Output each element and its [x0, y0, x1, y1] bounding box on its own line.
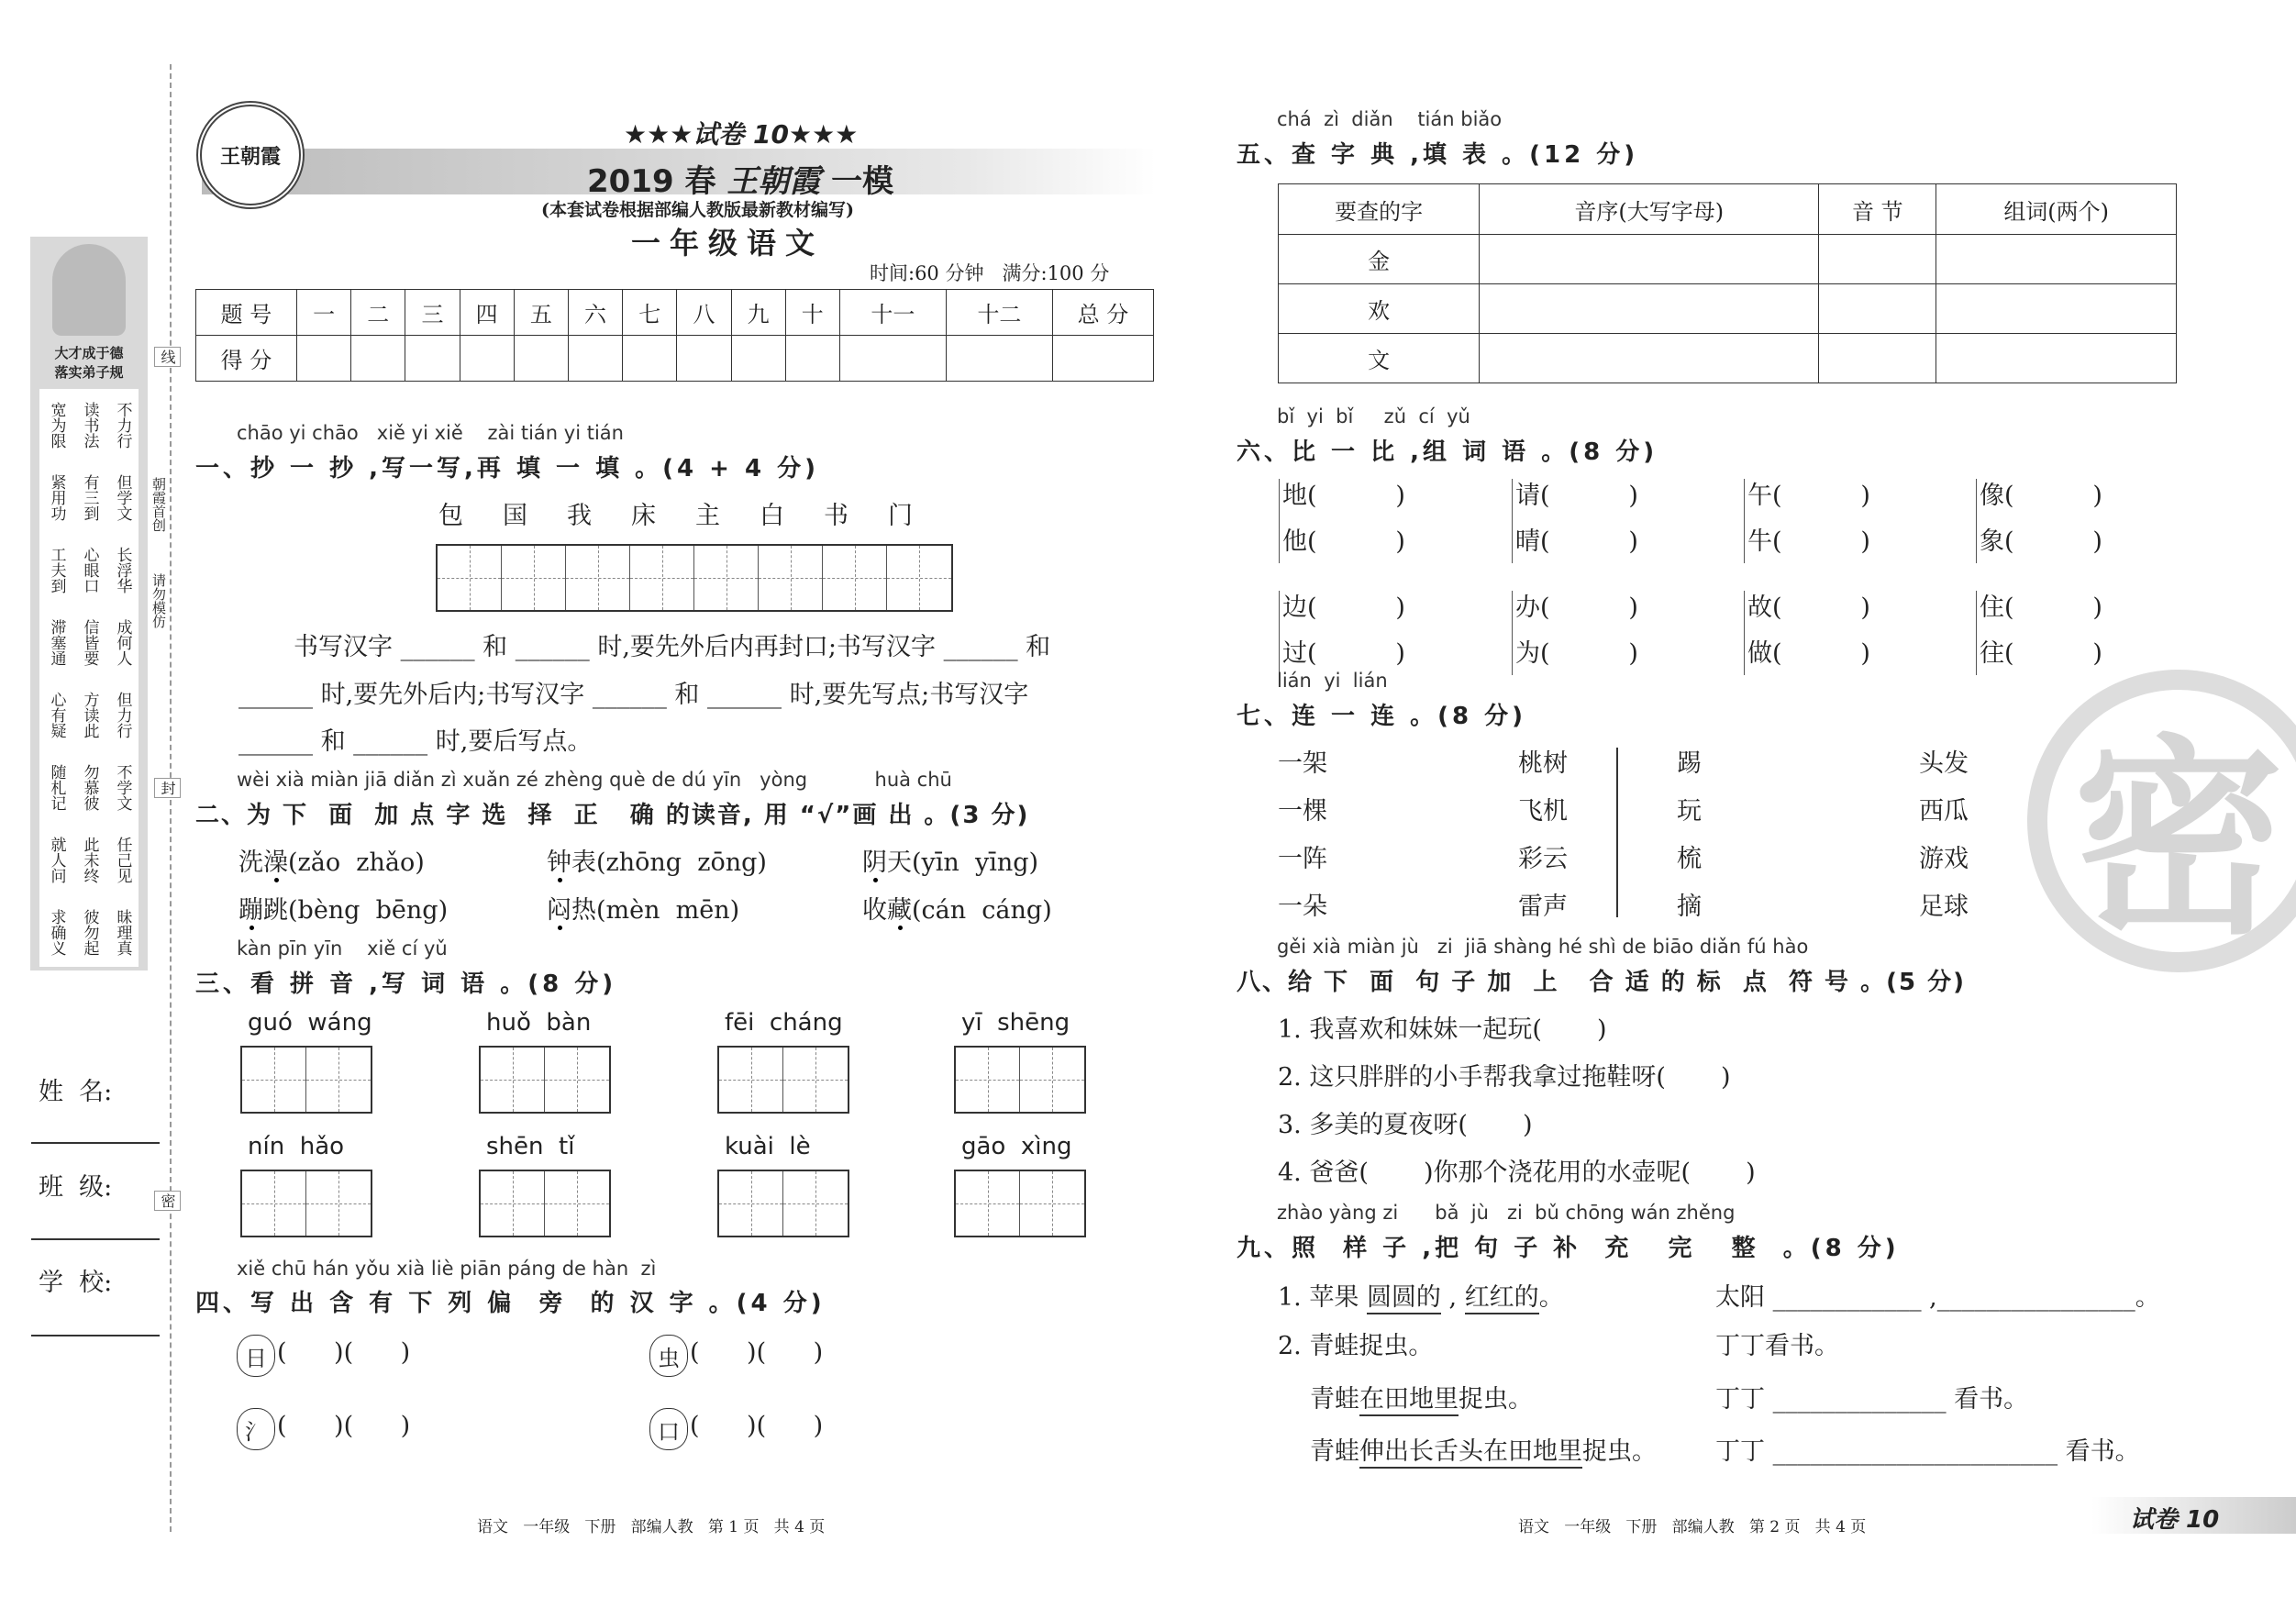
- title-year: 2019 春: [587, 163, 716, 200]
- q5-char: 欢: [1279, 284, 1480, 334]
- q7-item[interactable]: 一朵: [1278, 893, 1327, 921]
- q9-answer-2a: 丁丁看书。: [1715, 1332, 1839, 1360]
- q5-header: 音 节: [1819, 184, 1936, 235]
- q5-answer-cell[interactable]: [1819, 334, 1936, 383]
- writing-cell[interactable]: [694, 546, 759, 610]
- q2-item-3[interactable]: 阴天(yīn yīng): [862, 848, 1039, 877]
- q3-pinyin-word: kuài lè: [725, 1133, 811, 1160]
- q3-writing-box[interactable]: [240, 1170, 372, 1237]
- q5-answer-cell[interactable]: [1936, 334, 2177, 383]
- brand-logo: [196, 101, 305, 209]
- notice-1: 朝霞首创: [150, 477, 167, 532]
- writing-cell[interactable]: [783, 1171, 848, 1236]
- writing-cell[interactable]: [481, 1171, 545, 1236]
- q9-example-2b: 青蛙在田地里捉虫。: [1310, 1379, 1533, 1416]
- fold-line: [170, 64, 172, 1532]
- poem-line: 不力行: [113, 402, 132, 449]
- poem-line: 但力行: [113, 692, 132, 738]
- q6-word[interactable]: 他( ): [1282, 527, 1405, 556]
- score-header-cell: 五: [514, 290, 568, 336]
- score-cell[interactable]: [946, 336, 1052, 382]
- score-cell[interactable]: [405, 336, 460, 382]
- q5-char: 文: [1279, 334, 1480, 383]
- q6-word[interactable]: 请( ): [1515, 482, 1638, 510]
- writing-cell[interactable]: [887, 546, 951, 610]
- subtitle: (本套试卷根据部编人教版最新教材编写): [541, 200, 854, 220]
- score-header-cell: 十一: [839, 290, 946, 336]
- q5-header: 组词(两个): [1936, 184, 2177, 235]
- q1-char: 书: [824, 502, 849, 530]
- q1-char: 主: [695, 502, 720, 530]
- q6-word[interactable]: 办( ): [1515, 593, 1638, 622]
- q6-word[interactable]: 午( ): [1747, 482, 1870, 510]
- q4-radical: 虫: [649, 1335, 688, 1377]
- poem-line: 不学文: [113, 764, 132, 811]
- writing-cell[interactable]: [502, 546, 566, 610]
- score-header-cell: 题 号: [196, 290, 297, 336]
- score-header-cell: 六: [568, 290, 622, 336]
- score-table: [195, 289, 1154, 382]
- q7-item[interactable]: 桃树: [1518, 749, 1568, 778]
- score-cell[interactable]: [351, 336, 405, 382]
- q5-answer-cell[interactable]: [1936, 235, 2177, 284]
- q7-pinyin: lián yi lián: [1277, 670, 1388, 692]
- q6-title: 六、比 一 比 ,组 词 语 。(8 分): [1237, 438, 1658, 466]
- q2-item-5[interactable]: 闷热(mèn mēn): [547, 896, 740, 925]
- q3-pinyin-word: nín hǎo: [248, 1133, 345, 1160]
- score-header-cell: 八: [677, 290, 731, 336]
- q7-item[interactable]: 彩云: [1518, 845, 1568, 873]
- poem-line: 长浮华: [113, 547, 132, 593]
- poem-line: 此未终: [80, 837, 99, 883]
- q3-pinyin-word: fēi cháng: [725, 1009, 843, 1037]
- q6-word[interactable]: 像( ): [1980, 482, 2102, 510]
- q2-item-6[interactable]: 收藏(cán cáng): [862, 896, 1052, 925]
- q4-radical: 氵: [237, 1408, 275, 1450]
- q3-title: 三、看 拼 音 ,写 词 语 。(8 分): [195, 970, 617, 998]
- score-row-label: 得 分: [196, 336, 297, 382]
- name-label: 姓 名:: [39, 1078, 113, 1106]
- q5-header: 要查的字: [1279, 184, 1480, 235]
- writing-cell[interactable]: [783, 1048, 848, 1112]
- poem-line: 心眼口: [80, 547, 99, 593]
- q1-char: 门: [888, 502, 913, 530]
- poem-line: 方读此: [80, 692, 99, 738]
- q2-item-1[interactable]: 洗澡(zǎo zhǎo): [238, 848, 425, 877]
- q1-line3: ______ 和 ______ 时,要后写点。: [238, 727, 593, 756]
- q1-char: 白: [760, 502, 784, 530]
- poem-line: 但学文: [113, 474, 132, 521]
- score-cell[interactable]: [568, 336, 622, 382]
- q9-title: 九、照 样 子 ,把 句 子 补 充 完 整 。(8 分): [1237, 1235, 1900, 1262]
- q7-item[interactable]: 梳: [1677, 845, 1702, 873]
- exam-badge: ★★★试卷 10★★★: [624, 119, 859, 150]
- poem-grid: [39, 389, 139, 967]
- score-cell[interactable]: [623, 336, 677, 382]
- q6-word[interactable]: 故( ): [1747, 593, 1870, 622]
- q8-pinyin: gěi xià miàn jù zi jiā shàng hé shì de biāo diǎn fú hào: [1277, 936, 1809, 958]
- q6-word[interactable]: 牛( ): [1747, 527, 1870, 556]
- q9-pinyin: zhào yàng zi bǎ jù zi bǔ chōng wán zhěng: [1277, 1202, 1736, 1224]
- q3-writing-box[interactable]: [479, 1170, 611, 1237]
- score-cell[interactable]: [460, 336, 514, 382]
- stamp-text: 密: [2072, 717, 2284, 963]
- score-header-cell: 九: [731, 290, 785, 336]
- footer-right: 语文 一年级 下册 部编人教 第 2 页 共 4 页: [1518, 1518, 1867, 1536]
- q7-item[interactable]: 足球: [1919, 893, 1969, 921]
- poem-line: 随札记: [47, 764, 66, 811]
- notice-2: 请勿模仿: [150, 573, 167, 628]
- writing-cell[interactable]: [306, 1048, 371, 1112]
- q6-pinyin: bǐ yi bǐ zǔ cí yǔ: [1277, 405, 1470, 427]
- q6-bracket: [1744, 479, 1745, 563]
- q7-item[interactable]: 雷声: [1518, 893, 1568, 921]
- name-field[interactable]: [31, 1142, 160, 1144]
- score-header-cell: 三: [405, 290, 460, 336]
- motto-top: 大才成于德: [54, 345, 124, 361]
- secret-stamp: [2027, 670, 2296, 972]
- time-info: 时间:60 分钟 满分:100 分: [870, 262, 1110, 284]
- q9-example-1: 1. 苹果 圆圆的 , 红红的。: [1278, 1277, 1564, 1314]
- writing-cell[interactable]: [481, 1048, 545, 1112]
- q4-radical: 口: [649, 1408, 688, 1450]
- poem-line: 彼勿起: [80, 909, 99, 956]
- q6-bracket: [1279, 591, 1280, 675]
- writing-cell[interactable]: [719, 1171, 783, 1236]
- writing-cell[interactable]: [242, 1171, 306, 1236]
- q7-item[interactable]: 一架: [1278, 749, 1327, 778]
- writing-cell[interactable]: [545, 1171, 609, 1236]
- fold-mark-1: 线: [154, 347, 181, 367]
- poem-line: 读书法: [80, 402, 99, 449]
- score-cell[interactable]: [839, 336, 946, 382]
- q3-writing-box[interactable]: [240, 1046, 372, 1114]
- q9-answer-1[interactable]: 太阳 ____________ ,________________。: [1715, 1283, 2160, 1312]
- score-header-cell: 四: [460, 290, 514, 336]
- q1-title: 一、抄 一 抄 ,写一写,再 填 一 填 。(4 + 4 分): [195, 455, 820, 482]
- score-cell[interactable]: [514, 336, 568, 382]
- q6-bracket: [1744, 591, 1745, 675]
- q8-title: 八、给 下 面 句 子 加 上 合 适 的 标 点 符 号 。(5 分): [1237, 969, 1966, 996]
- motto-bottom: 落实弟子规: [54, 364, 124, 381]
- q6-word[interactable]: 往( ): [1980, 639, 2102, 668]
- score-header-cell: 一: [297, 290, 351, 336]
- q6-word[interactable]: 做( ): [1747, 639, 1870, 668]
- q9-answer-2c[interactable]: 丁丁 _______________________ 看书。: [1715, 1437, 2140, 1466]
- q5-table: [1278, 183, 2177, 383]
- q3-pinyin-word: guó wáng: [248, 1009, 372, 1037]
- q2-pinyin: wèi xià miàn jiā diǎn zì xuǎn zé zhèng què de dú yīn yòng huà chū: [237, 769, 952, 791]
- q6-word[interactable]: 边( ): [1282, 593, 1405, 622]
- school-label: 学 校:: [39, 1269, 113, 1297]
- title-brand: 王朝霞: [727, 163, 821, 200]
- q3-pinyin: kàn pīn yīn xiě cí yǔ: [237, 937, 448, 959]
- school-field[interactable]: [31, 1335, 160, 1336]
- q6-bracket: [1976, 479, 1977, 563]
- q4-blanks[interactable]: ( )( ): [277, 1412, 411, 1440]
- q3-writing-box[interactable]: [479, 1046, 611, 1114]
- q4-blanks[interactable]: ( )( ): [690, 1338, 824, 1367]
- q2-title: 二、为 下 面 加 点 字 选 择 正 确 的读音, 用 “√”画 出 。(3 分): [195, 802, 1030, 829]
- class-label: 班 级:: [39, 1173, 113, 1202]
- score-header-cell: 十: [785, 290, 839, 336]
- score-cell[interactable]: [677, 336, 731, 382]
- q6-word[interactable]: 晴( ): [1515, 527, 1638, 556]
- q6-word[interactable]: 象( ): [1980, 527, 2102, 556]
- q6-word[interactable]: 地( ): [1282, 482, 1405, 510]
- poem-line: 紧用功: [47, 474, 66, 521]
- q6-word[interactable]: 为( ): [1515, 639, 1638, 668]
- q7-divider: [1616, 748, 1618, 917]
- q8-sentence[interactable]: 1. 我喜欢和妹妹一起玩( ): [1278, 1015, 1607, 1044]
- q7-item[interactable]: 踢: [1677, 749, 1702, 778]
- q7-item[interactable]: 玩: [1677, 797, 1702, 826]
- q6-word[interactable]: 住( ): [1980, 593, 2102, 622]
- score-header-cell: 二: [351, 290, 405, 336]
- q1-line2: ______ 时,要先外后内;书写汉字 ______ 和 ______ 时,要先写点;书写汉字: [238, 681, 1029, 709]
- q5-answer-cell[interactable]: [1480, 334, 1819, 383]
- q1-char: 我: [567, 502, 592, 530]
- q5-title: 五、查 字 典 ,填 表 。(12 分): [1237, 141, 1639, 169]
- q8-sentence[interactable]: 2. 这只胖胖的小手帮我拿过拖鞋呀( ): [1278, 1063, 1731, 1092]
- q5-answer-cell[interactable]: [1936, 284, 2177, 334]
- q7-item[interactable]: 一阵: [1278, 845, 1327, 873]
- q4-title: 四、写 出 含 有 下 列 偏 旁 的 汉 字 。(4 分): [195, 1290, 826, 1317]
- q8-sentence[interactable]: 4. 爸爸( )你那个浇花用的水壶呢( ): [1278, 1159, 1756, 1187]
- q5-answer-cell[interactable]: [1819, 284, 1936, 334]
- poem-line: 心有疑: [47, 692, 66, 738]
- writing-cell[interactable]: [306, 1171, 371, 1236]
- q1-chars: [438, 495, 913, 531]
- title-suffix: 一模: [831, 163, 894, 200]
- q7-item[interactable]: 头发: [1919, 749, 1969, 778]
- writing-cell[interactable]: [1020, 1048, 1084, 1112]
- q5-header: 音序(大写字母): [1480, 184, 1819, 235]
- q7-title: 七、连 一 连 。(8 分): [1237, 703, 1527, 730]
- poem-line: 工夫到: [47, 547, 66, 593]
- q9-answer-2b[interactable]: 丁丁 ______________ 看书。: [1715, 1385, 2029, 1414]
- score-cell[interactable]: [297, 336, 351, 382]
- q3-writing-box[interactable]: [954, 1046, 1086, 1114]
- q3-pinyin-word: shēn tǐ: [486, 1133, 575, 1160]
- q3-pinyin-word: huǒ bàn: [486, 1009, 592, 1037]
- q4-blanks[interactable]: ( )( ): [277, 1338, 411, 1367]
- q4-radical: 日: [237, 1335, 275, 1377]
- q6-bracket: [1279, 479, 1280, 563]
- q7-item[interactable]: 西瓜: [1919, 797, 1969, 826]
- score-cell[interactable]: [785, 336, 839, 382]
- logo-text: 王朝霞: [219, 144, 281, 169]
- q1-char: 国: [503, 502, 527, 530]
- q1-char: 床: [631, 502, 656, 530]
- q1-grid[interactable]: [436, 544, 953, 612]
- q5-char: 金: [1279, 235, 1480, 284]
- poem-line: 就人问: [47, 837, 66, 883]
- score-cell[interactable]: [731, 336, 785, 382]
- poem-line: 信皆要: [80, 619, 99, 666]
- q9-example-2a: 2. 青蛙捉虫。: [1278, 1332, 1434, 1360]
- q3-writing-box[interactable]: [717, 1170, 849, 1237]
- score-header-cell: 十二: [946, 290, 1052, 336]
- footer-left: 语文 一年级 下册 部编人教 第 1 页 共 4 页: [477, 1518, 826, 1536]
- q6-word[interactable]: 过( ): [1282, 639, 1405, 668]
- poem-line: 勿慕彼: [80, 764, 99, 811]
- writing-cell[interactable]: [1020, 1171, 1084, 1236]
- writing-cell[interactable]: [823, 546, 887, 610]
- q5-answer-cell[interactable]: [1480, 235, 1819, 284]
- q7-item[interactable]: 游戏: [1919, 845, 1969, 873]
- footer-badge: 试卷 10: [2130, 1506, 2220, 1534]
- q5-pinyin: chá zì diǎn tián biǎo: [1277, 108, 1503, 130]
- poem-line: 昧理真: [113, 909, 132, 956]
- score-header-cell: 总 分: [1053, 290, 1154, 336]
- q8-sentence[interactable]: 3. 多美的夏夜呀( ): [1278, 1111, 1533, 1139]
- writing-cell[interactable]: [956, 1048, 1020, 1112]
- sidebar-panel: [30, 237, 148, 970]
- q4-pinyin: xiě chū hán yǒu xià liè piān páng de hàn zì: [237, 1258, 657, 1280]
- poem-line: 有三到: [80, 474, 99, 521]
- writing-cell[interactable]: [956, 1171, 1020, 1236]
- q5-answer-cell[interactable]: [1819, 235, 1936, 284]
- poem-line: 滞塞通: [47, 619, 66, 666]
- writing-cell[interactable]: [242, 1048, 306, 1112]
- q2-item-4[interactable]: 蹦跳(bèng bēng): [238, 896, 449, 925]
- q5-answer-cell[interactable]: [1480, 284, 1819, 334]
- class-field[interactable]: [31, 1238, 160, 1240]
- writing-cell[interactable]: [438, 546, 502, 610]
- writing-cell[interactable]: [545, 1048, 609, 1112]
- q6-bracket: [1512, 479, 1513, 563]
- poem-line: 成何人: [113, 619, 132, 666]
- poem-line: 宽为限: [47, 402, 66, 449]
- exam-title: [587, 156, 893, 201]
- writing-cell[interactable]: [630, 546, 694, 610]
- q1-line1: 书写汉字 ______ 和 ______ 时,要先外后内再封口;书写汉字 ______ 和: [294, 633, 1051, 661]
- q7-item[interactable]: 飞机: [1518, 797, 1568, 826]
- writing-cell[interactable]: [566, 546, 630, 610]
- fold-mark-3: 密: [154, 1191, 181, 1211]
- q3-pinyin-word: gāo xìng: [961, 1133, 1072, 1160]
- q3-writing-box[interactable]: [717, 1046, 849, 1114]
- q3-pinyin-word: yī shēng: [961, 1009, 1070, 1037]
- q1-pinyin: chāo yi chāo xiě yi xiě zài tián yi tián: [237, 422, 624, 444]
- q6-bracket: [1976, 591, 1977, 675]
- score-cell[interactable]: [1053, 336, 1154, 382]
- poem-line: 任己见: [113, 837, 132, 883]
- q4-blanks[interactable]: ( )( ): [690, 1412, 824, 1440]
- fold-mark-2: 封: [154, 778, 181, 798]
- score-header-cell: 七: [623, 290, 677, 336]
- q9-example-2c: 青蛙伸出长舌头在田地里捉虫。: [1310, 1431, 1657, 1469]
- grade-title: 一年级语文: [631, 226, 825, 261]
- q7-item[interactable]: 一棵: [1278, 797, 1327, 826]
- q2-item-2[interactable]: 钟表(zhōng zōng): [547, 848, 767, 877]
- scholar-figure-icon: [52, 244, 126, 336]
- writing-cell[interactable]: [759, 546, 823, 610]
- q3-writing-box[interactable]: [954, 1170, 1086, 1237]
- poem-line: 求确义: [47, 909, 66, 956]
- writing-cell[interactable]: [719, 1048, 783, 1112]
- q7-item[interactable]: 摘: [1677, 893, 1702, 921]
- q1-char: 包: [438, 502, 463, 530]
- q6-bracket: [1512, 591, 1513, 675]
